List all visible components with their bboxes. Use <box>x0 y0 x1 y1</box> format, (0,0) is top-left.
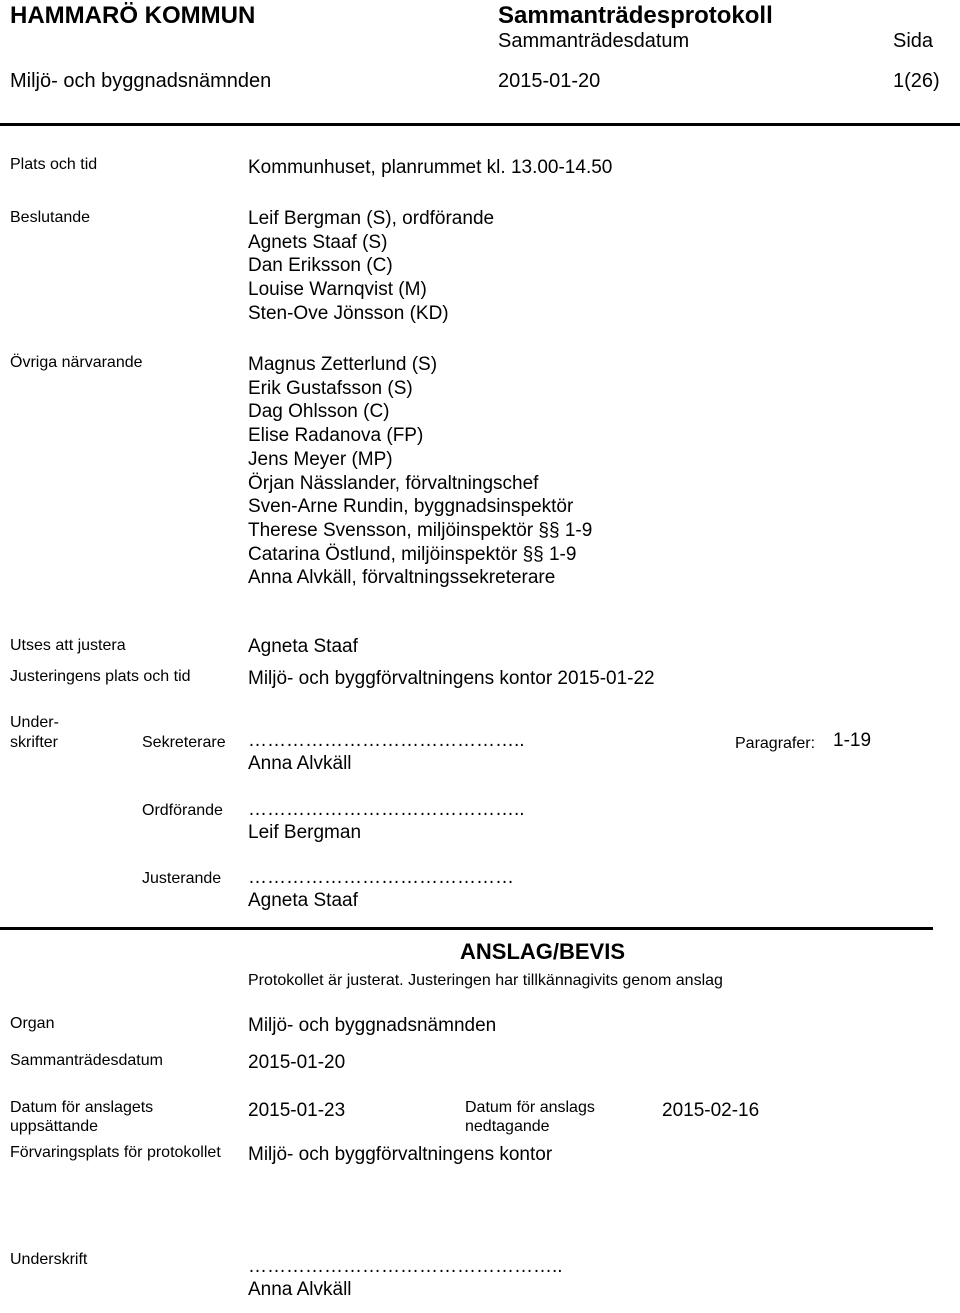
chair-label: Ordförande <box>142 802 223 819</box>
removed-date-value: 2015-02-16 <box>662 1100 760 1121</box>
signer-name: Anna Alvkäll <box>248 1279 352 1300</box>
appointed-adjuster-label: Utses att justera <box>10 637 126 654</box>
list-item: Agnets Staaf (S) <box>248 231 388 253</box>
list-item: Örjan Nässlander, förvaltningschef <box>248 472 539 494</box>
page-number: 1(26) <box>893 70 940 92</box>
place-label: Plats och tid <box>10 156 98 173</box>
posted-date-label-line2: uppsättande <box>10 1118 99 1135</box>
list-item: Therese Svensson, miljöinspektör §§ 1-9 <box>248 519 593 541</box>
list-item: Louise Warnqvist (M) <box>248 279 427 301</box>
list-item: Jens Meyer (MP) <box>248 448 393 470</box>
signatures-label-line2: skrifter <box>10 734 58 751</box>
meeting-date-value: 2015-01-20 <box>248 1052 346 1073</box>
others-list <box>248 353 592 590</box>
signature-line: …………………………………… <box>248 867 514 888</box>
list-item: Elise Radanova (FP) <box>248 425 424 447</box>
anslag-title: ANSLAG/BEVIS <box>460 939 626 964</box>
adjuster-label: Justerande <box>142 870 222 887</box>
header-divider <box>0 123 960 126</box>
decision-member-list <box>248 207 494 326</box>
place-value: Kommunhuset, planrummet kl. 13.00-14.50 <box>248 157 613 178</box>
storage-value: Miljö- och byggförvaltningens kontor <box>248 1144 553 1165</box>
posted-date-label-line1: Datum för anslagets <box>10 1099 154 1116</box>
adjustment-place-label: Justeringens plats och tid <box>10 668 191 685</box>
meeting-date-label: Sammanträdesdatum <box>10 1052 163 1069</box>
date-heading: Sammanträdesdatum <box>498 30 690 52</box>
chair-signature <box>248 798 525 844</box>
signature-label: Underskrift <box>10 1251 88 1268</box>
list-item: Dag Ohlsson (C) <box>248 401 390 423</box>
anslag-signature <box>248 1255 563 1301</box>
removed-date-label-line2: nedtagande <box>465 1118 550 1135</box>
storage-label: Förvaringsplats för protokollet <box>10 1144 221 1161</box>
page-heading: Sida <box>893 30 934 52</box>
secretary-signature <box>248 729 525 775</box>
meeting-date: 2015-01-20 <box>498 70 601 92</box>
posted-date-value: 2015-01-23 <box>248 1100 346 1121</box>
paragraphs-value: 1-19 <box>833 730 872 751</box>
municipality-name: HAMMARÖ KOMMUN <box>10 2 256 29</box>
removed-date-label-line1: Datum för anslags <box>465 1099 595 1116</box>
signatures-label-line1: Under- <box>10 714 59 731</box>
signatures-divider <box>0 927 933 930</box>
secretary-label: Sekreterare <box>142 734 226 751</box>
paragraphs-label: Paragrafer: <box>735 735 816 752</box>
list-item: Sten-Ove Jönsson (KD) <box>248 302 449 324</box>
adjuster-name: Agneta Staaf <box>248 890 358 911</box>
signature-line: …………………………………….. <box>248 799 525 820</box>
committee-name: Miljö- och byggnadsnämnden <box>10 70 272 92</box>
organ-label: Organ <box>10 1015 55 1032</box>
list-item: Magnus Zetterlund (S) <box>248 354 438 375</box>
adjustment-place-value: Miljö- och byggförvaltningens kontor 2015-01-22 <box>248 668 655 689</box>
secretary-name: Anna Alvkäll <box>248 753 352 774</box>
adjuster-signature <box>248 866 514 912</box>
list-item: Anna Alvkäll, förvaltningssekreterare <box>248 567 556 589</box>
document-title: Sammanträdesprotokoll <box>498 2 773 29</box>
chair-name: Leif Bergman <box>248 822 362 843</box>
list-item: Erik Gustafsson (S) <box>248 377 413 399</box>
signature-line: …………………………………….. <box>248 730 525 751</box>
list-item: Sven-Arne Rundin, byggnadsinspektör <box>248 496 574 518</box>
list-item: Catarina Östlund, miljöinspektör §§ 1-9 <box>248 543 577 565</box>
list-item: Dan Eriksson (C) <box>248 255 393 277</box>
signature-line: ………………………………………….. <box>248 1256 563 1277</box>
appointed-adjuster-value: Agneta Staaf <box>248 636 358 657</box>
others-label: Övriga närvarande <box>10 354 143 371</box>
organ-value: Miljö- och byggnadsnämnden <box>248 1015 497 1036</box>
anslag-statement: Protokollet är justerat. Justeringen har tillkännagivits genom anslag <box>248 972 723 989</box>
decision-label: Beslutande <box>10 209 91 226</box>
list-item: Leif Bergman (S), ordförande <box>248 208 495 229</box>
